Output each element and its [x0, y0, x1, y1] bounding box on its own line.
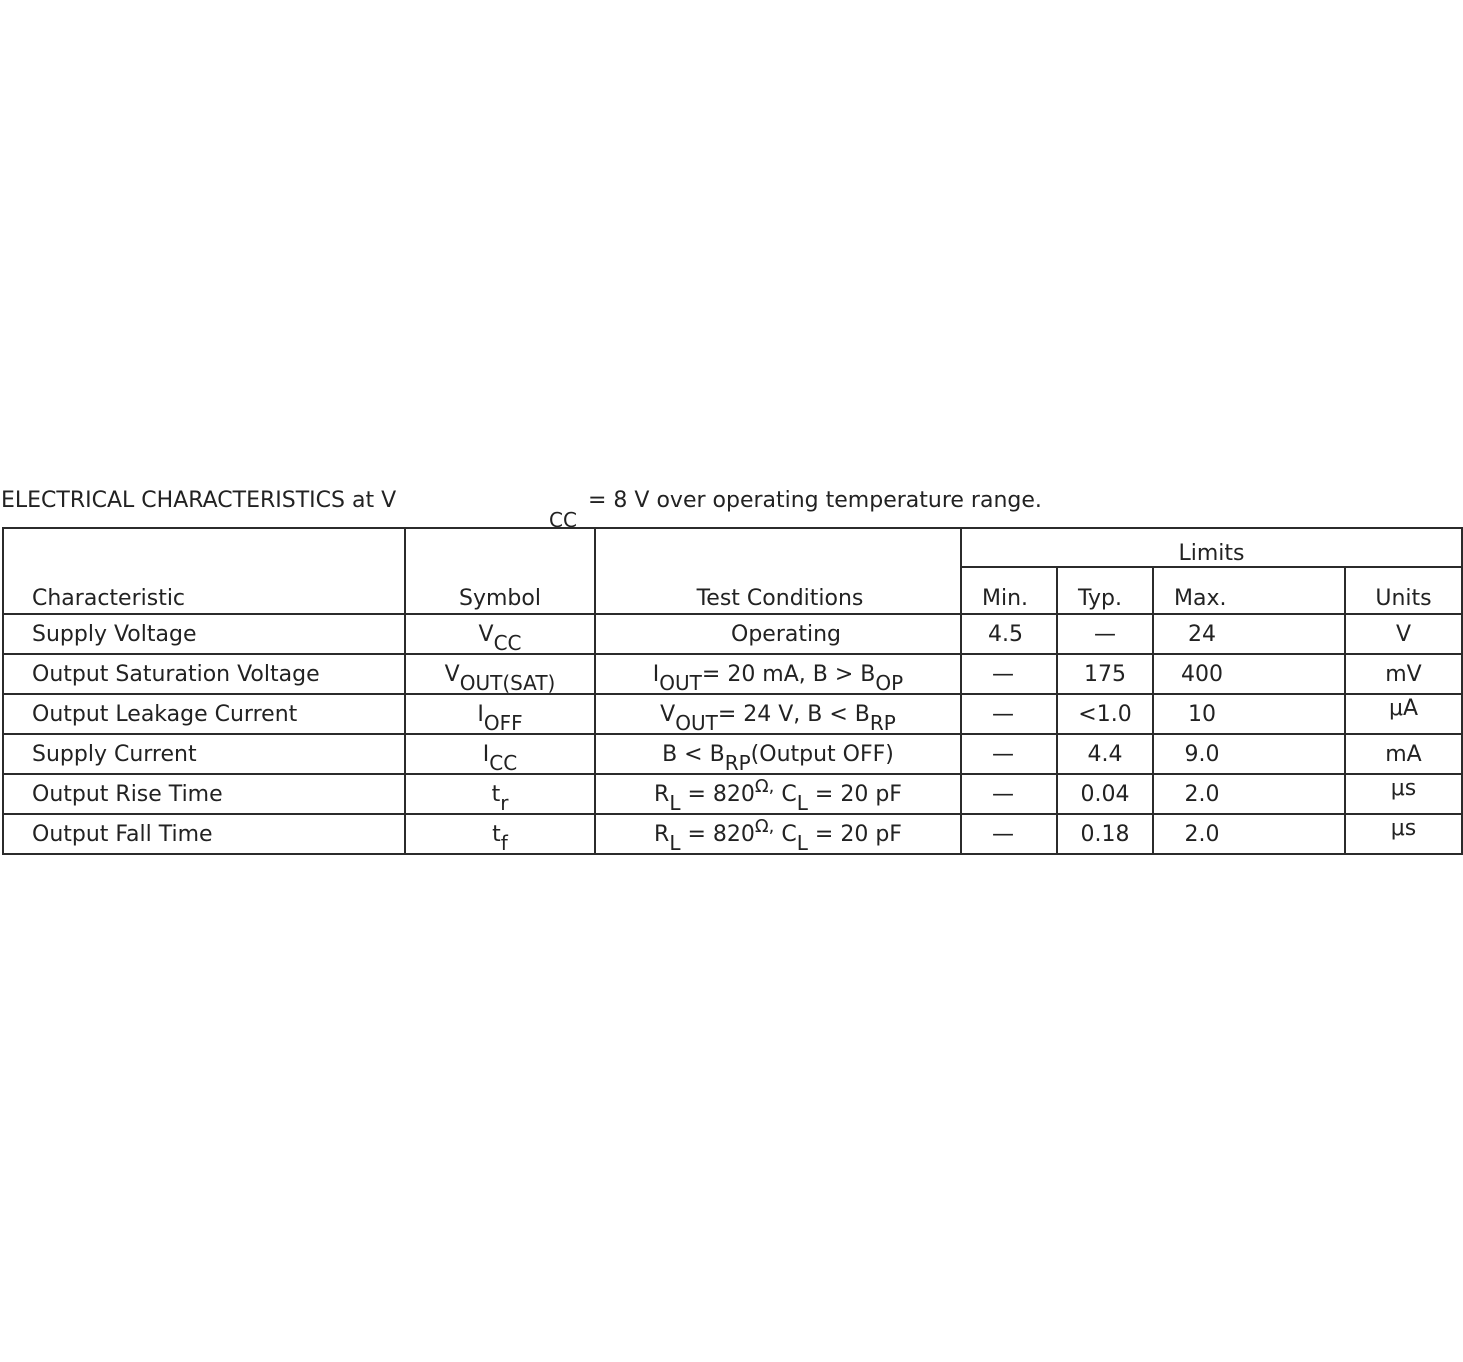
cell-typ: <1.0 [1057, 694, 1153, 734]
cell-min: — [961, 654, 1057, 694]
cell-units: μs [1345, 774, 1462, 814]
table-row [3, 814, 1462, 854]
cell-max: 10 [1153, 694, 1345, 734]
table-row [3, 614, 1462, 654]
cell-min: — [961, 814, 1057, 854]
cell-symbol: VCC [405, 614, 595, 654]
table-header-row [3, 528, 1462, 567]
table-row [3, 654, 1462, 694]
header-symbol: Symbol [405, 528, 595, 614]
cell-symbol: tr [405, 774, 595, 814]
caption-suffix: = 8 V over operating temperature range. [588, 488, 1042, 513]
cell-max: 2.0 [1153, 814, 1345, 854]
cell-min: — [961, 694, 1057, 734]
cell-conditions: VOUT= 24 V, B < BRP [595, 694, 961, 734]
cell-symbol: VOUT(SAT) [405, 654, 595, 694]
cell-symbol: ICC [405, 734, 595, 774]
header-max: Max. [1153, 567, 1345, 614]
cell-characteristic: Output Leakage Current [3, 694, 405, 734]
cell-typ: 175 [1057, 654, 1153, 694]
cell-characteristic: Output Rise Time [3, 774, 405, 814]
cell-min: — [961, 774, 1057, 814]
cell-conditions: Operating [595, 614, 961, 654]
cell-characteristic: Supply Current [3, 734, 405, 774]
cell-conditions: IOUT= 20 mA, B > BOP [595, 654, 961, 694]
table-caption [1, 488, 1361, 532]
cell-characteristic: Output Saturation Voltage [3, 654, 405, 694]
cell-conditions: RL = $820^{\Omega,}$ CL = 20 pF [595, 774, 961, 814]
header-limits: Limits [961, 528, 1462, 567]
header-typ: Typ. [1057, 567, 1153, 614]
table-row [3, 694, 1462, 734]
cell-units: mA [1345, 734, 1462, 774]
cell-conditions: RL = $820^{\Omega,}$ CL = 20 pF [595, 814, 961, 854]
cell-characteristic: Supply Voltage [3, 614, 405, 654]
cell-typ: — [1057, 614, 1153, 654]
cell-typ: 0.04 [1057, 774, 1153, 814]
cell-symbol: IOFF [405, 694, 595, 734]
header-units: Units [1345, 567, 1462, 614]
cell-min: — [961, 734, 1057, 774]
table-row [3, 734, 1462, 774]
caption-subscript: CC [549, 508, 577, 532]
electrical-characteristics-table [2, 527, 1463, 855]
cell-min: 4.5 [961, 614, 1057, 654]
cell-units: μA [1345, 694, 1462, 734]
header-test-conditions: Test Conditions [595, 528, 961, 614]
header-characteristic: Characteristic [3, 528, 405, 614]
caption-prefix: ELECTRICAL CHARACTERISTICS at V [1, 488, 397, 513]
cell-characteristic: Output Fall Time [3, 814, 405, 854]
cell-conditions: B < BRP(Output OFF) [595, 734, 961, 774]
cell-symbol: tf [405, 814, 595, 854]
cell-units: μs [1345, 814, 1462, 854]
cell-typ: 4.4 [1057, 734, 1153, 774]
cell-max: 9.0 [1153, 734, 1345, 774]
cell-max: 24 [1153, 614, 1345, 654]
header-min: Min. [961, 567, 1057, 614]
cell-units: V [1345, 614, 1462, 654]
cell-max: 400 [1153, 654, 1345, 694]
cell-max: 2.0 [1153, 774, 1345, 814]
cell-typ: 0.18 [1057, 814, 1153, 854]
table-row [3, 774, 1462, 814]
cell-units: mV [1345, 654, 1462, 694]
